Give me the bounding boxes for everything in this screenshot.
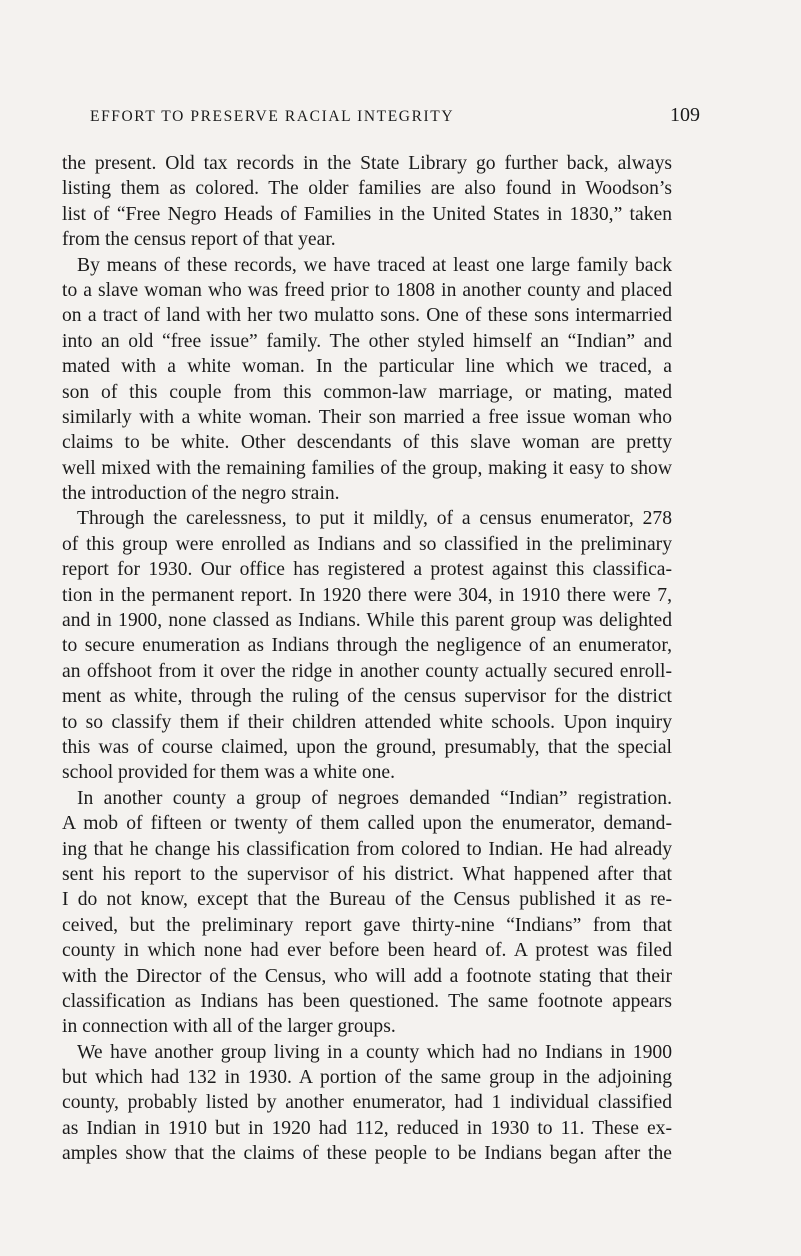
- text-line: By means of these records, we have traced at least one large family back: [77, 254, 672, 276]
- text-line: amples show that the claims of these people to be Indians began after the: [62, 1143, 672, 1165]
- text-line: listing them as colored. The older families are also found in Woodson’s: [62, 178, 672, 200]
- body-text: [62, 151, 672, 1167]
- running-head: EFFORT TO PRESERVE RACIAL INTEGRITY: [90, 108, 455, 125]
- text-line: mated with a white woman. In the particular line which we traced, a: [62, 356, 672, 378]
- text-line: ceived, but the preliminary report gave thirty-nine “Indians” from that: [62, 914, 672, 936]
- text-line: and in 1900, none classed as Indians. While this parent group was delighted: [62, 610, 672, 632]
- page-number: 109: [670, 104, 700, 126]
- text-line: as Indian in 1910 but in 1920 had 112, reduced in 1930 to 11. These ex-: [62, 1117, 672, 1139]
- text-line: of this group were enrolled as Indians and so classified in the preliminary: [62, 533, 672, 555]
- text-line: report for 1930. Our office has registered a protest against this classifica-: [62, 559, 672, 581]
- text-line: A mob of fifteen or twenty of them called upon the enumerator, demand-: [62, 813, 672, 835]
- text-line: We have another group living in a county which had no Indians in 1900: [77, 1041, 672, 1063]
- text-line: to so classify them if their children attended white schools. Upon inquiry: [62, 711, 672, 733]
- text-line: I do not know, except that the Bureau of the Census published it as re-: [62, 889, 672, 911]
- text-line: county, probably listed by another enumerator, had 1 individual classified: [62, 1092, 672, 1114]
- text-line: list of “Free Negro Heads of Families in the United States in 1830,” taken: [62, 203, 672, 225]
- text-line: ment as white, through the ruling of the census supervisor for the district: [62, 686, 672, 708]
- text-line: to a slave woman who was freed prior to 1808 in another county and placed: [62, 279, 672, 301]
- text-line: from the census report of that year.: [62, 229, 336, 251]
- text-line: the present. Old tax records in the State Library go further back, always: [62, 153, 672, 174]
- text-line: similarly with a white woman. Their son married a free issue woman who: [62, 406, 672, 428]
- text-line: to secure enumeration as Indians through the negligence of an enumerator,: [62, 635, 672, 657]
- text-line: but which had 132 in 1930. A portion of the same group in the adjoining: [62, 1067, 672, 1089]
- text-line: son of this couple from this common-law marriage, or mating, mated: [62, 381, 672, 403]
- text-line: ing that he change his classification from colored to Indian. He had already: [62, 838, 672, 860]
- text-line: county in which none had ever before been heard of. A protest was filed: [62, 940, 672, 962]
- text-line: classification as Indians has been questioned. The same footnote appears: [62, 990, 672, 1012]
- text-line: claims to be white. Other descendants of this slave woman are pretty: [62, 432, 672, 454]
- text-line: the introduction of the negro strain.: [62, 483, 340, 505]
- text-line: sent his report to the supervisor of his district. What happened after that: [62, 863, 672, 885]
- text-line: on a tract of land with her two mulatto sons. One of these sons intermarried: [62, 305, 672, 327]
- text-line: with the Director of the Census, who will add a footnote stating that their: [62, 965, 672, 987]
- text-line: well mixed with the remaining families of the group, making it easy to show: [62, 457, 672, 479]
- text-line: tion in the permanent report. In 1920 there were 304, in 1910 there were 7,: [62, 584, 672, 606]
- text-line: school provided for them was a white one.: [62, 762, 396, 784]
- text-line: this was of course claimed, upon the ground, presumably, that the special: [62, 736, 672, 758]
- text-line: In another county a group of negroes demanded “Indian” registration.: [77, 787, 672, 809]
- text-line: Through the carelessness, to put it mildly, of a census enumerator, 278: [77, 508, 672, 530]
- text-line: in connection with all of the larger groups.: [62, 1016, 396, 1038]
- text-line: into an old “free issue” family. The other styled himself an “Indian” and: [62, 330, 672, 352]
- page-header: [90, 104, 702, 132]
- text-line: an offshoot from it over the ridge in another county actually secured enroll-: [62, 660, 672, 682]
